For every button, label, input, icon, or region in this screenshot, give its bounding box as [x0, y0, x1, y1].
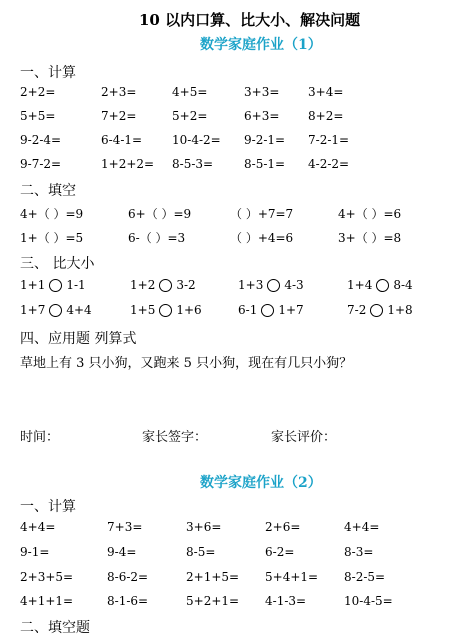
fill-problem: 6-（ ）=3 — [128, 231, 186, 245]
section-word-problem-heading: 四、应用题 列算式 — [20, 331, 137, 347]
fill-problem: 1+（ ）=5 — [20, 231, 84, 245]
compare-circle-icon[interactable] — [261, 304, 274, 317]
compare-item: 1+4 8-4 — [347, 278, 413, 292]
calc-row — [20, 157, 460, 175]
problem: 4-2-2= — [308, 157, 350, 171]
compare-item: 1+5 1+6 — [130, 303, 202, 317]
compare-item: 1+3 4-3 — [238, 278, 304, 292]
problem: 4+4= — [20, 520, 56, 534]
calc-row — [20, 109, 460, 127]
compare-circle-icon[interactable] — [159, 304, 172, 317]
fill-row — [20, 205, 460, 223]
compare-row — [20, 278, 460, 296]
problem: 7+2= — [101, 109, 137, 123]
calc-row — [20, 570, 460, 588]
problem: 9-2-4= — [20, 133, 62, 147]
compare-row — [20, 303, 460, 321]
fill-problem: （ ）+4=6 — [230, 231, 294, 245]
compare-item: 1+1 1-1 — [20, 278, 86, 292]
compare-circle-icon[interactable] — [267, 279, 280, 292]
parent-signature-label: 家长签字： — [142, 430, 208, 445]
compare-circle-icon[interactable] — [159, 279, 172, 292]
time-label: 时间： — [20, 430, 60, 445]
problem: 9-2-1= — [244, 133, 286, 147]
calc-row — [20, 520, 460, 538]
calc-row — [20, 85, 460, 103]
calc-row — [20, 545, 460, 563]
section-calc-heading: 一、计算 — [20, 499, 76, 515]
problem: 8-1-6= — [107, 594, 149, 608]
problem: 5+4+1= — [265, 570, 319, 584]
problem: 8-5-1= — [244, 157, 286, 171]
fill-row — [20, 229, 460, 247]
problem: 5+2+1= — [186, 594, 240, 608]
fill-problem: 6+（ ）=9 — [128, 207, 192, 221]
fill-problem: 4+（ ）=9 — [20, 207, 84, 221]
problem: 3+6= — [186, 520, 222, 534]
problem: 8-5-3= — [172, 157, 214, 171]
word-problem: 草地上有 3 只小狗，又跑来 5 只小狗，现在有几只小狗？ — [20, 356, 353, 371]
problem: 2+1+5= — [186, 570, 240, 584]
calc-row — [20, 133, 460, 151]
problem: 10-4-2= — [172, 133, 221, 147]
compare-circle-icon[interactable] — [370, 304, 383, 317]
problem: 8-5= — [186, 545, 216, 559]
problem: 9-4= — [107, 545, 137, 559]
homework-2-title: 数学家庭作业（2） — [200, 475, 322, 491]
problem: 4+5= — [172, 85, 208, 99]
section-compare-heading: 三、 比大小 — [20, 256, 95, 272]
problem: 3+4= — [308, 85, 344, 99]
problem: 8-3= — [344, 545, 374, 559]
compare-item: 1+7 4+4 — [20, 303, 92, 317]
problem: 9-1= — [20, 545, 50, 559]
problem: 8-6-2= — [107, 570, 149, 584]
problem: 3+3= — [244, 85, 280, 99]
homework-1-title: 数学家庭作业（1） — [200, 37, 322, 53]
calc-row — [20, 594, 460, 612]
problem: 2+2= — [20, 85, 56, 99]
section-fill-heading: 二、填空题 — [20, 620, 90, 636]
problem: 8+2= — [308, 109, 344, 123]
problem: 5+5= — [20, 109, 56, 123]
problem: 4-1-3= — [265, 594, 307, 608]
problem: 1+2+2= — [101, 157, 155, 171]
problem: 4+1+1= — [20, 594, 74, 608]
page-title: 10 以内口算、比大小、解决问题 — [139, 11, 361, 29]
problem: 6-4-1= — [101, 133, 143, 147]
problem: 2+6= — [265, 520, 301, 534]
compare-item: 6-1 1+7 — [238, 303, 304, 317]
compare-circle-icon[interactable] — [49, 279, 62, 292]
problem: 2+3= — [101, 85, 137, 99]
problem: 7+3= — [107, 520, 143, 534]
problem: 7-2-1= — [308, 133, 350, 147]
problem: 4+4= — [344, 520, 380, 534]
fill-problem: 3+（ ）=8 — [338, 231, 402, 245]
fill-problem: （ ）+7=7 — [230, 207, 294, 221]
section-fill-heading: 二、填空 — [20, 183, 76, 199]
problem: 5+2= — [172, 109, 208, 123]
problem: 6-2= — [265, 545, 295, 559]
compare-circle-icon[interactable] — [376, 279, 389, 292]
problem: 10-4-5= — [344, 594, 393, 608]
compare-item: 1+2 3-2 — [130, 278, 196, 292]
problem: 6+3= — [244, 109, 280, 123]
compare-circle-icon[interactable] — [49, 304, 62, 317]
parent-evaluation-label: 家长评价： — [271, 430, 337, 445]
problem: 8-2-5= — [344, 570, 386, 584]
problem: 9-7-2= — [20, 157, 62, 171]
section-calc-heading: 一、计算 — [20, 65, 76, 81]
compare-item: 7-2 1+8 — [347, 303, 413, 317]
problem: 2+3+5= — [20, 570, 74, 584]
fill-problem: 4+（ ）=6 — [338, 207, 402, 221]
